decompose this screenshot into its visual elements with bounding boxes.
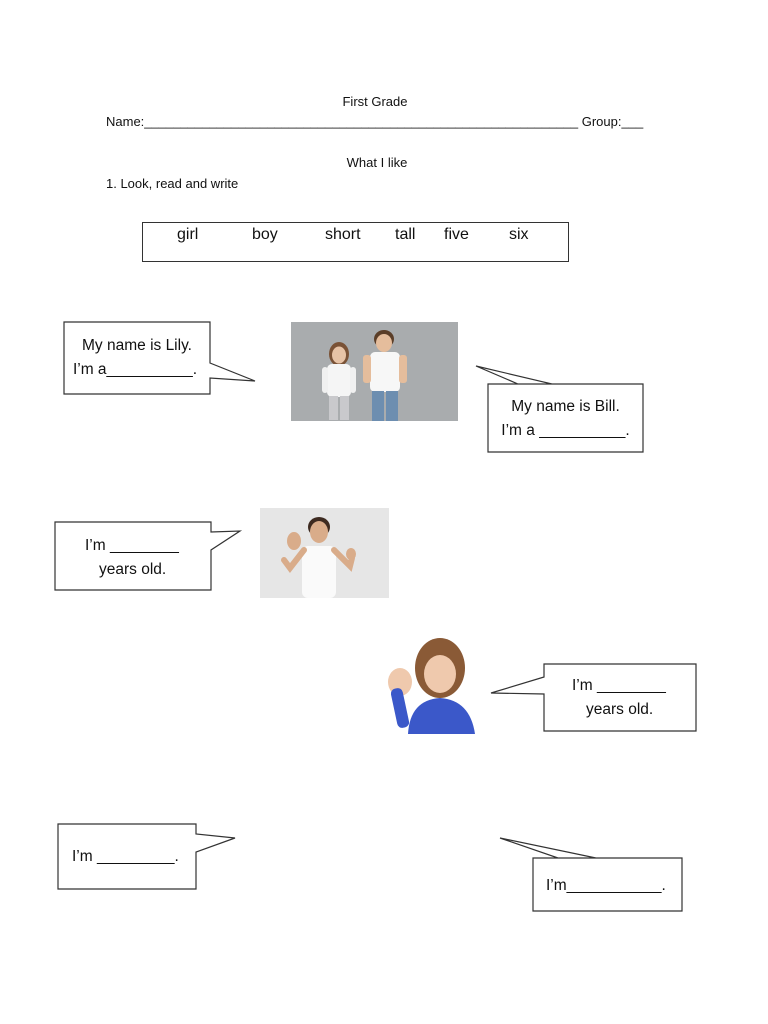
bubble-bill-line-1: My name is Bill.	[511, 398, 620, 415]
photo-girl-and-boy	[291, 322, 458, 421]
word-boy: boy	[252, 226, 278, 243]
child-six-illustration	[260, 508, 389, 598]
section-title: What I like	[346, 155, 408, 170]
bubble-age-2-text	[572, 674, 666, 722]
bubble-age-2-line-2: years old.	[586, 701, 654, 718]
bubble-lily-line-2: I’m a__________.	[72, 361, 198, 378]
word-tall: tall	[395, 226, 416, 243]
bubble-6-text: I’m___________.	[546, 877, 666, 894]
bubble-lily-text	[66, 334, 208, 382]
bubble-age-1-line-2: years old.	[99, 561, 167, 578]
bubble-5-text: I’m _________.	[72, 848, 179, 865]
word-short: short	[325, 226, 361, 243]
children-illustration	[291, 322, 458, 421]
word-six: six	[509, 226, 529, 243]
bubble-bill-text	[490, 395, 641, 443]
word-five: five	[444, 226, 469, 243]
bubble-age-1-line-1: I’m ________	[85, 537, 179, 554]
page-title: First Grade	[342, 94, 408, 109]
instruction: 1. Look, read and write	[106, 176, 239, 191]
bubble-age-1-text	[85, 534, 179, 582]
group-blank: ___	[621, 114, 644, 129]
word-girl: girl	[177, 226, 199, 243]
photo-child-six-fingers	[260, 508, 389, 598]
bubble-lily-line-1: My name is Lily.	[82, 337, 192, 354]
name-blank: ____________________________________________________________	[144, 114, 579, 129]
photo-girl-five-fingers	[380, 636, 475, 734]
bubble-bill-line-2: I’m a __________.	[501, 422, 630, 439]
bubble-age-2-line-1: I’m ________	[572, 677, 666, 694]
girl-five-illustration	[380, 636, 475, 734]
name-label: Name:	[106, 114, 145, 129]
group-label: Group:	[581, 114, 622, 129]
